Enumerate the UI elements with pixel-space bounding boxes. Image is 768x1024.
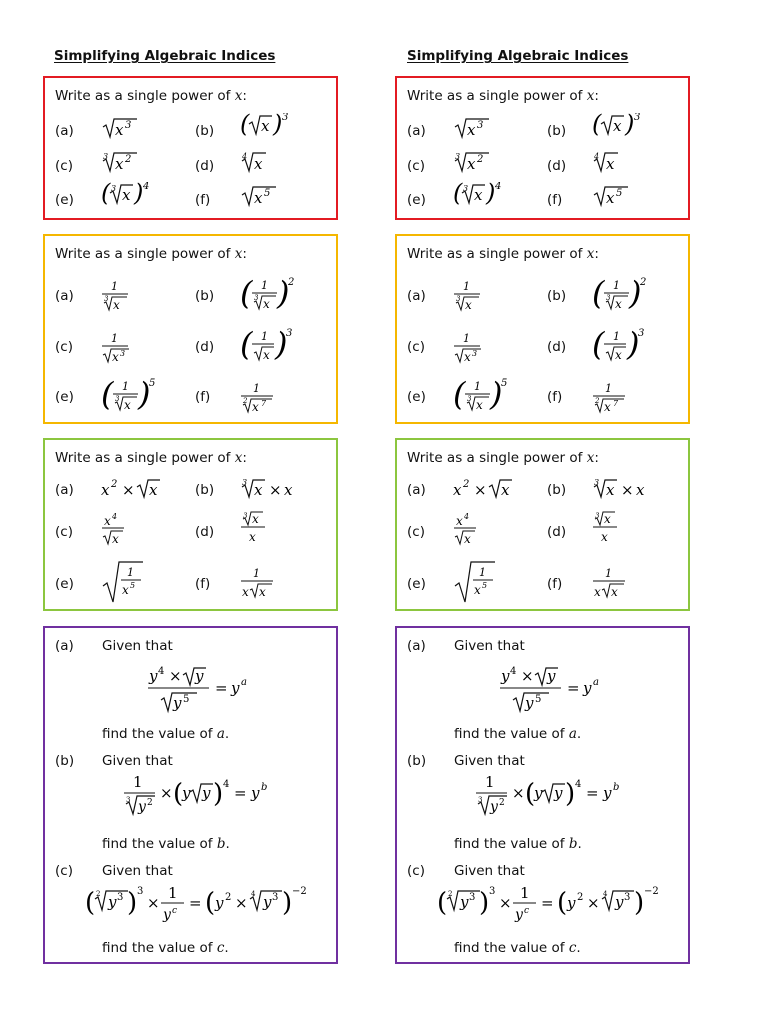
label-b: (b) (55, 753, 75, 769)
label-f: (f) (195, 192, 211, 208)
expr-red-d (592, 151, 632, 175)
intro-text: Write as a single power of x: (407, 246, 599, 262)
expr-yellow-b (240, 276, 300, 316)
label-b: (b) (195, 288, 215, 304)
expr-red-e (453, 182, 508, 210)
heading-right: Simplifying Algebraic Indices (407, 48, 629, 64)
find-text: find the value of c. (454, 940, 581, 956)
label-c: (c) (407, 524, 425, 540)
find-text: find the value of b. (102, 836, 230, 852)
label-f: (f) (195, 576, 211, 592)
equation-c (85, 885, 325, 929)
given-text: Given that (454, 638, 525, 654)
expr-yellow-e (453, 377, 513, 417)
expr-red-b (240, 113, 295, 141)
expr-yellow-e (101, 377, 161, 417)
label-d: (d) (195, 524, 215, 540)
expr-yellow-a (453, 279, 485, 315)
label-e: (e) (407, 192, 426, 208)
label-f: (f) (195, 389, 211, 405)
expr-green-d (592, 511, 622, 547)
equation-b (123, 775, 283, 819)
green-question-box-right (395, 438, 690, 611)
label-e: (e) (407, 389, 426, 405)
label-c: (c) (55, 863, 73, 879)
label-b: (b) (547, 123, 567, 139)
label-b: (b) (547, 482, 567, 498)
expr-red-e (101, 182, 156, 210)
label-f: (f) (547, 576, 563, 592)
expr-yellow-f (240, 381, 278, 417)
label-d: (d) (195, 339, 215, 355)
expr-red-b (592, 113, 647, 141)
label-a: (a) (55, 123, 74, 139)
intro-text: Write as a single power of x: (55, 246, 247, 262)
label-d: (d) (547, 524, 567, 540)
label-e: (e) (407, 576, 426, 592)
intro-text: Write as a single power of x: (55, 88, 247, 104)
expr-yellow-a (101, 279, 133, 315)
given-text: Given that (102, 638, 173, 654)
find-text: find the value of a. (102, 726, 230, 742)
expr-red-d (240, 151, 280, 175)
expr-yellow-c (453, 331, 485, 367)
label-c: (c) (55, 158, 73, 174)
equation-c (437, 885, 677, 929)
label-a: (a) (407, 638, 426, 654)
label-c: (c) (407, 339, 425, 355)
expr-green-f (592, 566, 630, 602)
expr-yellow-d (240, 327, 300, 367)
red-question-box-left (43, 76, 338, 220)
yellow-question-box-right (395, 234, 690, 424)
label-d: (d) (547, 158, 567, 174)
equation-a (499, 666, 619, 716)
label-a: (a) (407, 482, 426, 498)
purple-question-box-right (395, 626, 690, 964)
label-c: (c) (407, 863, 425, 879)
label-f: (f) (547, 389, 563, 405)
heading-left: Simplifying Algebraic Indices (54, 48, 276, 64)
label-b: (b) (195, 123, 215, 139)
find-text: find the value of c. (102, 940, 229, 956)
expr-yellow-f (592, 381, 630, 417)
expr-yellow-b (592, 276, 652, 316)
intro-text: Write as a single power of x: (407, 88, 599, 104)
expr-green-e (101, 560, 147, 606)
expr-yellow-c (101, 331, 133, 367)
expr-green-b (592, 478, 652, 500)
label-e: (e) (55, 389, 74, 405)
expr-green-f (240, 566, 278, 602)
given-text: Given that (454, 753, 525, 769)
label-a: (a) (407, 288, 426, 304)
label-c: (c) (55, 339, 73, 355)
label-a: (a) (55, 638, 74, 654)
label-c: (c) (407, 158, 425, 174)
purple-question-box-left (43, 626, 338, 964)
expr-green-a (453, 478, 519, 500)
label-b: (b) (547, 288, 567, 304)
expr-red-a (453, 117, 503, 141)
expr-red-f (240, 185, 290, 209)
expr-red-a (101, 117, 151, 141)
label-a: (a) (55, 288, 74, 304)
label-c: (c) (55, 524, 73, 540)
expr-green-b (240, 478, 300, 500)
equation-b (475, 775, 635, 819)
label-b: (b) (195, 482, 215, 498)
red-question-box-right (395, 76, 690, 220)
expr-green-c (101, 513, 129, 549)
green-question-box-left (43, 438, 338, 611)
equation-a (147, 666, 267, 716)
find-text: find the value of b. (454, 836, 582, 852)
label-b: (b) (407, 753, 427, 769)
label-a: (a) (407, 123, 426, 139)
expr-red-f (592, 185, 642, 209)
label-a: (a) (55, 482, 74, 498)
label-d: (d) (547, 339, 567, 355)
given-text: Given that (102, 863, 173, 879)
expr-green-d (240, 511, 270, 547)
given-text: Given that (454, 863, 525, 879)
label-d: (d) (195, 158, 215, 174)
expr-green-c (453, 513, 481, 549)
expr-green-a (101, 478, 167, 500)
expr-yellow-d (592, 327, 652, 367)
label-e: (e) (55, 192, 74, 208)
expr-red-c (101, 151, 151, 175)
expr-green-e (453, 560, 499, 606)
intro-text: Write as a single power of x: (55, 450, 247, 466)
intro-text: Write as a single power of x: (407, 450, 599, 466)
given-text: Given that (102, 753, 173, 769)
expr-red-c (453, 151, 503, 175)
label-f: (f) (547, 192, 563, 208)
yellow-question-box-left (43, 234, 338, 424)
find-text: find the value of a. (454, 726, 582, 742)
label-e: (e) (55, 576, 74, 592)
